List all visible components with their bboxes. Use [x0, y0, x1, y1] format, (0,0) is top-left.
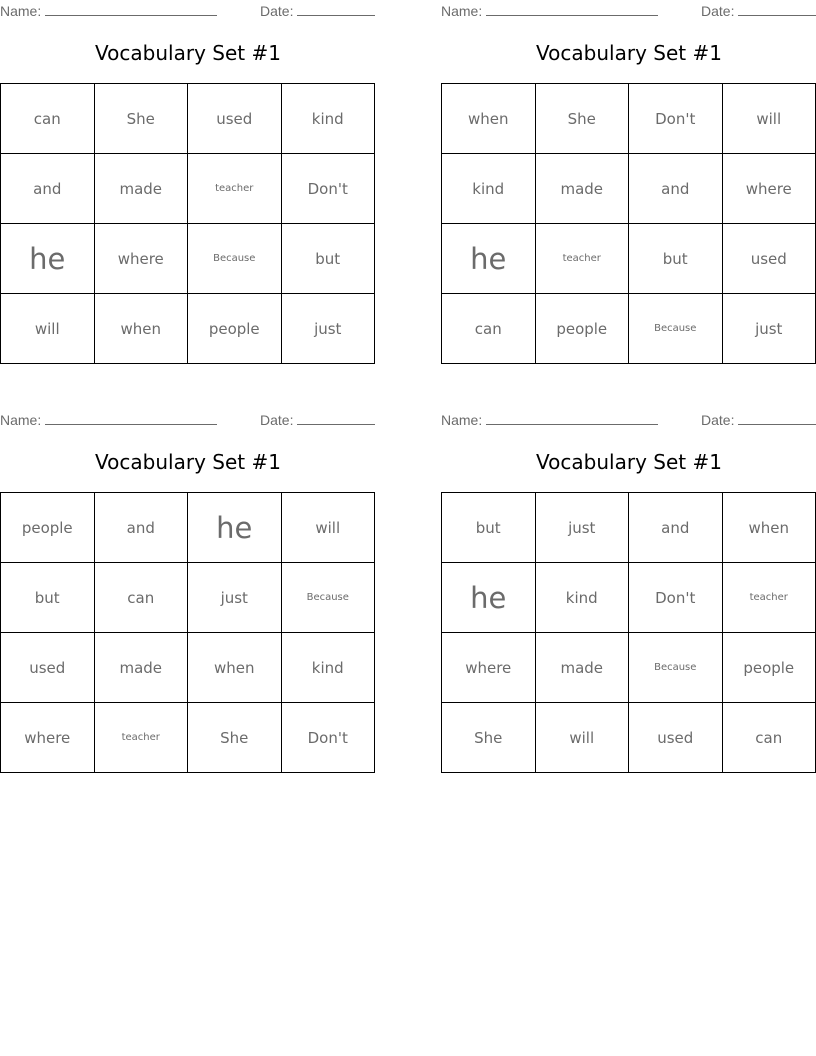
word-cell[interactable]: people: [535, 294, 629, 364]
word-cell[interactable]: Because: [629, 294, 723, 364]
name-field[interactable]: [0, 411, 217, 428]
name-date-line: [441, 411, 816, 429]
word-cell[interactable]: teacher: [722, 563, 816, 633]
grid-row: [1, 493, 375, 563]
date-blank-line[interactable]: [738, 411, 816, 425]
word-cell[interactable]: will: [722, 84, 816, 154]
name-label: Name:: [0, 412, 42, 428]
grid-row: [442, 224, 816, 294]
date-blank-line[interactable]: [297, 2, 375, 16]
word-cell[interactable]: where: [1, 703, 95, 773]
grid-row: [1, 294, 375, 364]
name-label: Name:: [0, 3, 42, 19]
date-label: Date:: [701, 3, 735, 19]
word-cell[interactable]: but: [1, 563, 95, 633]
word-cell[interactable]: made: [535, 154, 629, 224]
word-cell[interactable]: people: [722, 633, 816, 703]
word-cell[interactable]: and: [629, 493, 723, 563]
card-title: Vocabulary Set #1: [536, 450, 722, 474]
bingo-grid: [441, 83, 816, 364]
grid-row: [442, 493, 816, 563]
date-blank-line[interactable]: [297, 411, 375, 425]
grid-row: [1, 84, 375, 154]
word-cell[interactable]: but: [442, 493, 536, 563]
name-blank-line[interactable]: [486, 411, 658, 425]
name-field[interactable]: [441, 411, 658, 428]
grid-row: [1, 224, 375, 294]
word-cell[interactable]: Because: [281, 563, 375, 633]
bingo-grid: [0, 83, 375, 364]
name-label: Name:: [441, 412, 483, 428]
word-cell[interactable]: people: [1, 493, 95, 563]
word-cell[interactable]: can: [442, 294, 536, 364]
grid-row: [1, 154, 375, 224]
grid-row: [442, 703, 816, 773]
word-cell[interactable]: used: [722, 224, 816, 294]
word-cell[interactable]: used: [188, 84, 282, 154]
name-blank-line[interactable]: [486, 2, 658, 16]
card-title: Vocabulary Set #1: [95, 41, 281, 65]
word-cell[interactable]: used: [629, 703, 723, 773]
word-cell[interactable]: Don't: [629, 84, 723, 154]
name-blank-line[interactable]: [45, 411, 217, 425]
grid-row: [1, 563, 375, 633]
date-label: Date:: [260, 3, 294, 19]
word-cell[interactable]: She: [188, 703, 282, 773]
word-cell[interactable]: he: [442, 224, 536, 294]
grid-row: [442, 563, 816, 633]
word-cell[interactable]: teacher: [94, 703, 188, 773]
word-cell[interactable]: will: [281, 493, 375, 563]
word-cell[interactable]: kind: [535, 563, 629, 633]
word-cell[interactable]: people: [188, 294, 282, 364]
word-cell[interactable]: when: [722, 493, 816, 563]
date-field[interactable]: [260, 411, 375, 428]
date-label: Date:: [260, 412, 294, 428]
word-cell[interactable]: made: [535, 633, 629, 703]
word-cell[interactable]: just: [188, 563, 282, 633]
word-cell[interactable]: when: [94, 294, 188, 364]
word-cell[interactable]: but: [281, 224, 375, 294]
word-cell[interactable]: where: [722, 154, 816, 224]
name-date-line: [0, 411, 376, 429]
date-label: Date:: [701, 412, 735, 428]
word-cell[interactable]: where: [442, 633, 536, 703]
name-label: Name:: [441, 3, 483, 19]
bingo-grid: [441, 492, 816, 773]
word-cell[interactable]: when: [442, 84, 536, 154]
grid-row: [1, 703, 375, 773]
word-cell[interactable]: kind: [281, 633, 375, 703]
word-cell[interactable]: he: [188, 493, 282, 563]
word-cell[interactable]: just: [281, 294, 375, 364]
word-cell[interactable]: he: [442, 563, 536, 633]
word-cell[interactable]: She: [535, 84, 629, 154]
word-cell[interactable]: Don't: [629, 563, 723, 633]
word-cell[interactable]: can: [1, 84, 95, 154]
word-cell[interactable]: She: [94, 84, 188, 154]
grid-row: [442, 633, 816, 703]
word-cell[interactable]: just: [722, 294, 816, 364]
word-cell[interactable]: used: [1, 633, 95, 703]
word-cell[interactable]: when: [188, 633, 282, 703]
word-cell[interactable]: will: [535, 703, 629, 773]
word-cell[interactable]: where: [94, 224, 188, 294]
word-cell[interactable]: teacher: [188, 154, 282, 224]
word-cell[interactable]: Don't: [281, 703, 375, 773]
word-cell[interactable]: Don't: [281, 154, 375, 224]
grid-row: [442, 84, 816, 154]
word-cell[interactable]: kind: [281, 84, 375, 154]
name-date-line: [441, 2, 816, 20]
grid-row: [1, 633, 375, 703]
name-field[interactable]: [441, 2, 658, 19]
card-title: Vocabulary Set #1: [536, 41, 722, 65]
name-field[interactable]: [0, 2, 217, 19]
word-cell[interactable]: She: [442, 703, 536, 773]
word-cell[interactable]: can: [722, 703, 816, 773]
bingo-grid: [0, 492, 375, 773]
grid-row: [442, 154, 816, 224]
word-cell[interactable]: made: [94, 154, 188, 224]
word-cell[interactable]: and: [94, 493, 188, 563]
card-title: Vocabulary Set #1: [95, 450, 281, 474]
date-field[interactable]: [701, 411, 816, 428]
word-cell[interactable]: made: [94, 633, 188, 703]
word-cell[interactable]: just: [535, 493, 629, 563]
word-cell[interactable]: kind: [442, 154, 536, 224]
word-cell[interactable]: can: [94, 563, 188, 633]
word-cell[interactable]: and: [629, 154, 723, 224]
date-field[interactable]: [260, 2, 375, 19]
word-cell[interactable]: will: [1, 294, 95, 364]
word-cell[interactable]: he: [1, 224, 95, 294]
word-cell[interactable]: teacher: [535, 224, 629, 294]
date-blank-line[interactable]: [738, 2, 816, 16]
word-cell[interactable]: Because: [188, 224, 282, 294]
name-blank-line[interactable]: [45, 2, 217, 16]
grid-row: [442, 294, 816, 364]
date-field[interactable]: [701, 2, 816, 19]
word-cell[interactable]: and: [1, 154, 95, 224]
name-date-line: [0, 2, 376, 20]
word-cell[interactable]: but: [629, 224, 723, 294]
word-cell[interactable]: Because: [629, 633, 723, 703]
